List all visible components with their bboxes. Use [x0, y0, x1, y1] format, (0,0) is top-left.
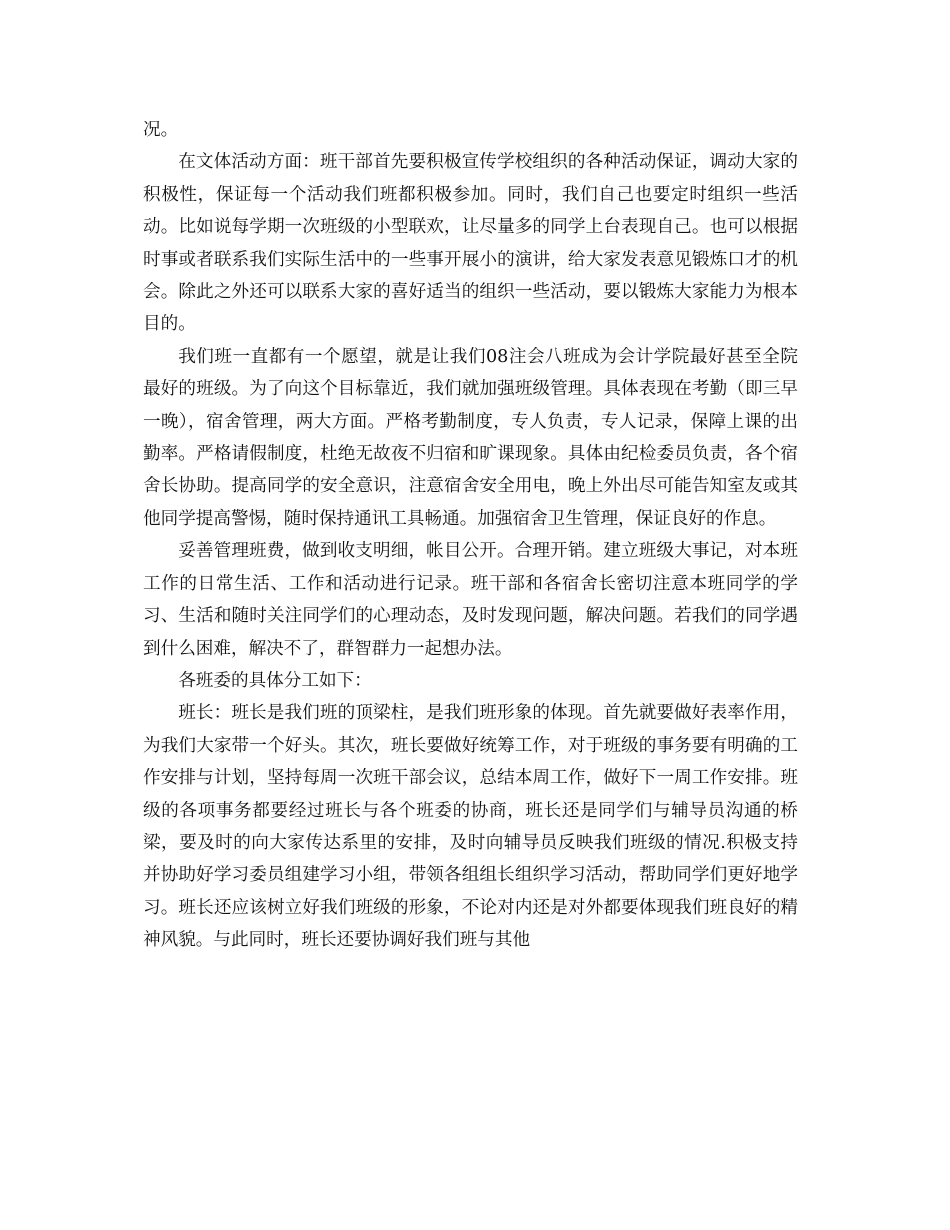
- paragraph-class-management: 我们班一直都有一个愿望，就是让我们08注会八班成为会计学院最好甚至全院最好的班级。为了向这个目标靠近，我们就加强班级管理。具体表现在考勤（即三早一晚），宿舍管理，两大方面。严格考勤制度，专人负责，专人记录，保障上课的出勤率。严格请假制度，杜绝无故夜不归宿和旷课现象。具体由纪检委员负责，各个宿舍长协助。提高同学的安全意识，注意宿舍安全用电，晚上外出尽可能告知室友或其他同学提高警惕，随时保持通讯工具畅通。加强宿舍卫生管理，保证良好的作息。: [143, 346, 798, 529]
- paragraph-class-funds: 妥善管理班费，做到收支明细，帐目公开。合理开销。建立班级大事记，对本班工作的日常生活、工作和活动进行记录。班干部和各宿舍长密切注意本班同学的学习、生活和随时关注同学们的心理动态，及时发现问题，解决问题。若我们的同学遇到什么困难，解决不了，群智群力一起想办法。: [143, 541, 798, 659]
- document-body: [143, 114, 798, 957]
- paragraph-sports-activities: 在文体活动方面：班干部首先要积极宣传学校组织的各种活动保证，调动大家的积极性，保证每一个活动我们班都积极参加。同时，我们自己也要定时组织一些活动。比如说每学期一次班级的小型联欢，让尽量多的同学上台表现自己。也可以根据时事或者联系我们实际生活中的一些事开展小的演讲，给大家发表意见锻炼口才的机会。除此之外还可以联系大家的喜好适当的组织一些活动，要以锻炼大家能力为根本目的。: [143, 152, 798, 335]
- paragraph-continuation: 况。: [143, 120, 179, 140]
- paragraph-monitor-duties: 班长：班长是我们班的顶梁柱，是我们班形象的体现。首先就要做好表率作用，为我们大家带一个好头。其次，班长要做好统筹工作，对于班级的事务要有明确的工作安排与计划，坚持每周一次班干部会议，总结本周工作，做好下一周工作安排。班级的各项事务都要经过班长与各个班委的协商，班长还是同学们与辅导员沟通的桥梁，要及时的向大家传达系里的安排，及时向辅导员反映我们班级的情况.积极支持并协助好学习委员组建学习小组，带领各组组长组织学习活动，帮助同学们更好地学习。班长还应该树立好我们班级的形象，不论对内还是对外都要体现我们班良好的精神风貌。与此同时，班长还要协调好我们班与其他: [143, 703, 798, 951]
- paragraph-duties-intro: 各班委的具体分工如下：: [178, 670, 372, 691]
